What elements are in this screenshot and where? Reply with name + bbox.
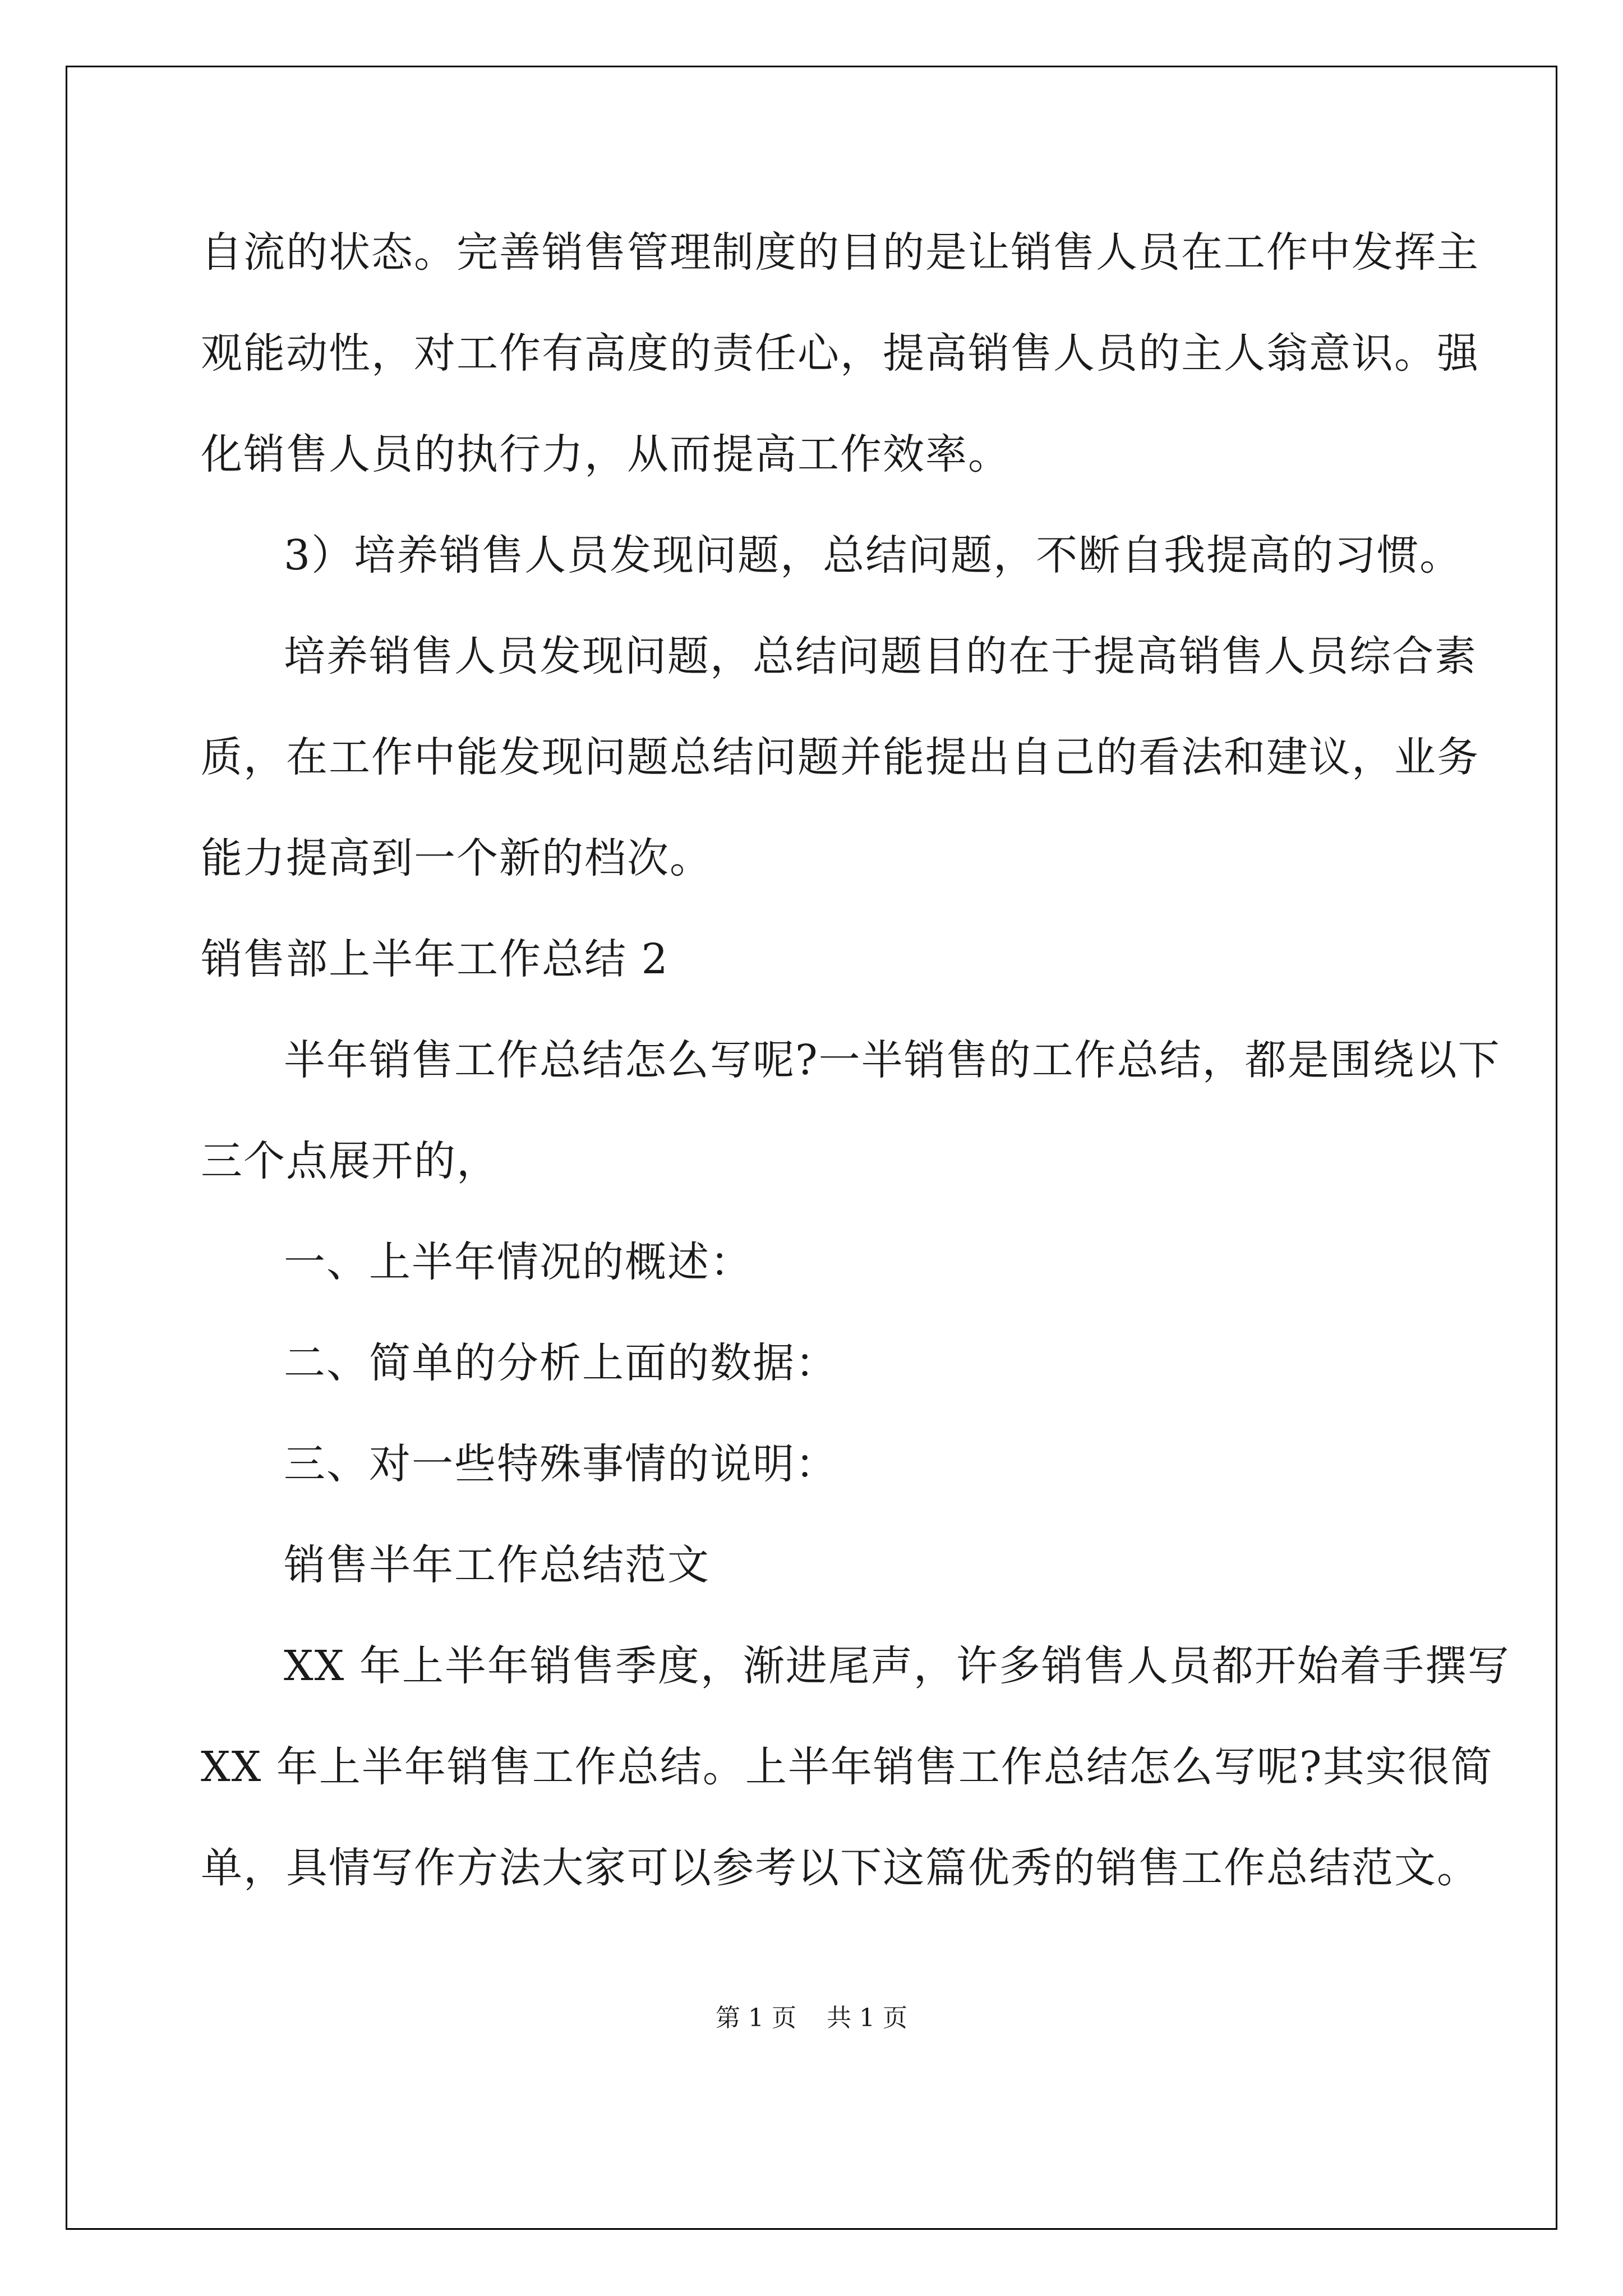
page-total: 共 1 页 xyxy=(827,2004,907,2032)
paragraph-line: 质，在工作中能发现问题总结问题并能提出自己的看法和建议，业务 xyxy=(201,733,1479,781)
paragraph-line: XX 年上半年销售工作总结。上半年销售工作总结怎么写呢?其实很简 xyxy=(201,1743,1493,1791)
page-number: 第 1 页 xyxy=(716,2004,796,2032)
document-body xyxy=(201,202,1510,1918)
paragraph-line: 半年销售工作总结怎么写呢?一半销售的工作总结，都是围绕以下 xyxy=(284,1036,1501,1084)
list-item-heading: 3）培养销售人员发现问题，总结问题，不断自我提高的习惯。 xyxy=(284,531,1463,579)
outline-item: 三、对一些特殊事情的说明： xyxy=(284,1440,838,1488)
paragraph-line: 自流的状态。完善销售管理制度的目的是让销售人员在工作中发挥主 xyxy=(201,228,1479,277)
paragraph-line: XX 年上半年销售季度，渐进尾声，许多销售人员都开始着手撰写 xyxy=(284,1642,1510,1690)
paragraph-line: 观能动性，对工作有高度的责任心，提高销售人员的主人翁意识。强 xyxy=(201,329,1479,378)
paragraph-line: 培养销售人员发现问题，总结问题目的在于提高销售人员综合素 xyxy=(284,632,1477,680)
paragraph-line: 单，具情写作方法大家可以参考以下这篇优秀的销售工作总结范文。 xyxy=(201,1844,1479,1892)
outline-item: 二、简单的分析上面的数据： xyxy=(284,1339,838,1387)
page-footer xyxy=(0,2001,1623,2035)
section-title: 销售部上半年工作总结 2 xyxy=(201,935,669,983)
paragraph-line: 化销售人员的执行力，从而提高工作效率。 xyxy=(201,430,1011,478)
subsection-title: 销售半年工作总结范文 xyxy=(284,1541,710,1589)
paragraph-line: 三个点展开的， xyxy=(201,1137,499,1185)
outline-item: 一、上半年情况的概述： xyxy=(284,1238,753,1286)
paragraph-line: 能力提高到一个新的档次。 xyxy=(201,834,712,882)
